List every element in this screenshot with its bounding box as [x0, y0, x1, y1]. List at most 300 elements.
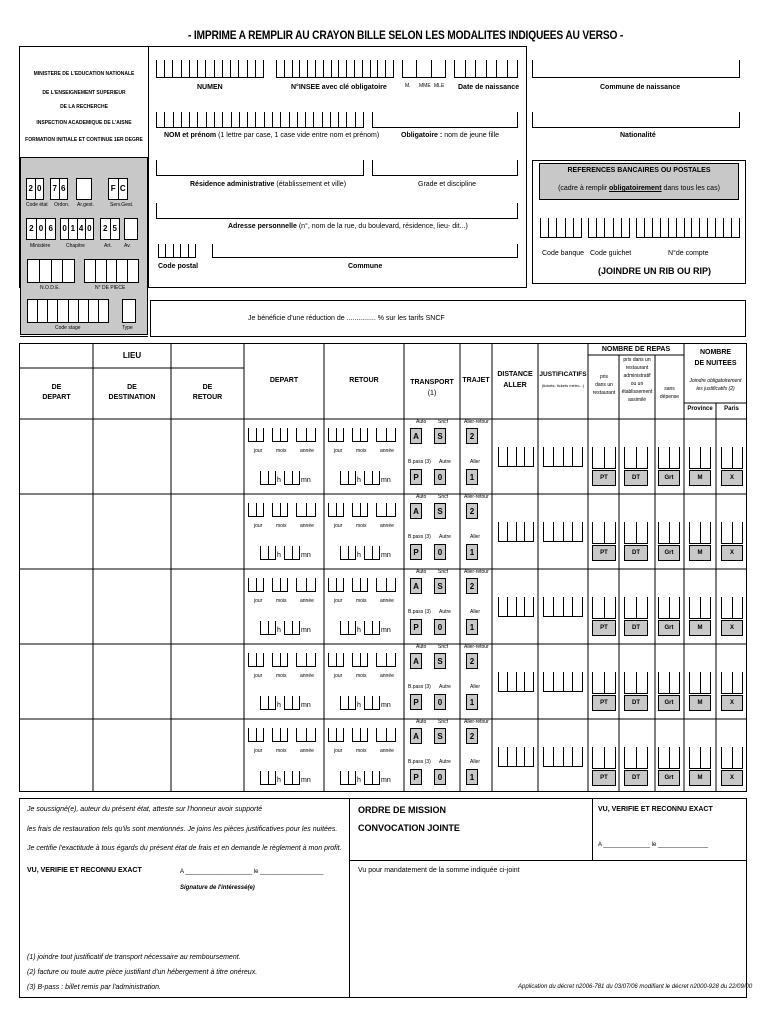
retour-header: RETOUR: [349, 377, 379, 384]
meal-count-field[interactable]: [624, 447, 648, 469]
meal-count-field[interactable]: [592, 447, 616, 469]
minute-label: mn: [381, 627, 391, 634]
depart-hour-field[interactable]: [260, 771, 276, 785]
trajet-aller-retour-box[interactable]: 2: [466, 653, 478, 669]
trajet-aller-box[interactable]: 1: [466, 694, 478, 710]
trajet-header: TRAJET: [462, 377, 490, 384]
convocation: CONVOCATION JOINTE: [358, 823, 460, 833]
distance-field[interactable]: [498, 672, 534, 692]
sex-label: MME: [419, 83, 431, 89]
justificatifs-field[interactable]: [543, 597, 583, 617]
guichet-label: Code guichet: [590, 250, 632, 257]
transport-sncf-box[interactable]: S: [434, 428, 446, 444]
date-label: année: [300, 523, 314, 529]
transport-autre-box[interactable]: 0: [434, 694, 446, 710]
meal-count-field[interactable]: [624, 522, 648, 544]
birth-date-label: Date de naissance: [458, 84, 520, 91]
date-label: année: [300, 448, 314, 454]
col-destination-header: DE DESTINATION: [108, 384, 156, 401]
hour-label: h: [357, 477, 361, 484]
date-label: année: [380, 448, 394, 454]
footnote: (2) facture ou toute autre pièce justifiant d'un hébergement à titre onéreux.: [27, 969, 258, 976]
transport-label: B.pass (3): [408, 459, 431, 465]
transport-label: Autre: [439, 609, 451, 615]
date-label: année: [380, 523, 394, 529]
meal-type-grt: Grt: [658, 470, 680, 486]
meal-type-m: M: [689, 620, 711, 636]
depart-day-field[interactable]: [248, 503, 264, 517]
minute-label: mn: [301, 777, 311, 784]
date-label: mois: [276, 598, 287, 604]
date-label: mois: [356, 523, 367, 529]
depart-minute-field[interactable]: [284, 621, 300, 635]
date-label: jour: [254, 673, 263, 679]
hour-label: h: [277, 777, 281, 784]
ministry-line: INSPECTION ACADEMIQUE DE L'AISNE: [36, 120, 132, 126]
distance-header: DISTANCE ALLER: [497, 371, 533, 389]
return-hour-field[interactable]: [340, 471, 356, 485]
depart-month-field[interactable]: [272, 653, 288, 667]
minute-label: mn: [381, 552, 391, 559]
depart-month-field[interactable]: [272, 728, 288, 742]
transport-label: Aller: [470, 534, 481, 540]
transport-label: B.pass (3): [408, 609, 431, 615]
depart-hour-field[interactable]: [260, 696, 276, 710]
meal-count-field[interactable]: [721, 747, 743, 769]
meal-count-field[interactable]: [689, 747, 711, 769]
sncf-text: Je bénéficie d'une réduction de ............... % sur les tarifs SNCF: [248, 315, 445, 322]
meal-type-pt: PT: [592, 620, 616, 636]
bank-subtitle: (cadre à remplir obligatoirement dans tous les cas): [558, 185, 720, 192]
trajet-aller-box[interactable]: 1: [466, 769, 478, 785]
meal-count-field[interactable]: [658, 747, 680, 769]
meal-type-grt: Grt: [658, 620, 680, 636]
distance-field[interactable]: [498, 522, 534, 542]
footnote: (3) B-pass : billet remis par l'administration.: [27, 984, 161, 991]
date-label: mois: [356, 448, 367, 454]
meal-count-field[interactable]: [721, 522, 743, 544]
date-label: jour: [334, 523, 343, 529]
transport-sncf-box[interactable]: S: [434, 503, 446, 519]
date-label: mois: [276, 748, 287, 754]
justificatifs-field[interactable]: [543, 447, 583, 467]
meal-type-x: X: [721, 620, 743, 636]
transport-label: Autre: [439, 459, 451, 465]
code-label: Av.: [124, 243, 131, 249]
return-month-field[interactable]: [352, 728, 368, 742]
nuitees-hint: Joindre obligatoirement les justificatifs (2): [689, 378, 742, 392]
date-label: jour: [334, 448, 343, 454]
trajet-aller-box[interactable]: 1: [466, 469, 478, 485]
depart-day-field[interactable]: [248, 653, 264, 667]
transport-autre-box[interactable]: 0: [434, 469, 446, 485]
transport-auto-box[interactable]: A: [410, 578, 422, 594]
depart-year-field[interactable]: [296, 428, 316, 442]
meal-count-field[interactable]: [658, 522, 680, 544]
return-month-field[interactable]: [352, 428, 368, 442]
meal-count-field[interactable]: [689, 597, 711, 619]
return-day-field[interactable]: [328, 578, 344, 592]
transport-bpass-box[interactable]: P: [410, 619, 422, 635]
transport-label: Autre: [439, 684, 451, 690]
justificatifs-field[interactable]: [543, 747, 583, 767]
meal-count-field[interactable]: [592, 597, 616, 619]
transport-auto-box[interactable]: A: [410, 428, 422, 444]
meal-type-m: M: [689, 545, 711, 561]
code-label: Ar.gest.: [77, 202, 94, 208]
date-label: jour: [254, 448, 263, 454]
hour-label: h: [357, 627, 361, 634]
meal-count-field[interactable]: [658, 672, 680, 694]
return-day-field[interactable]: [328, 653, 344, 667]
transport-label: B.pass (3): [408, 684, 431, 690]
postal-label: Code postal: [158, 263, 199, 270]
code-digit: 7: [51, 179, 60, 199]
code-label: N° DE PIECE: [95, 285, 126, 291]
ministry-line: DE LA RECHERCHE: [60, 104, 108, 110]
date-label: année: [380, 598, 394, 604]
meal-type-x: X: [721, 545, 743, 561]
transport-sncf-box[interactable]: S: [434, 728, 446, 744]
code-digit: 0: [37, 219, 47, 239]
transport-label: Aller: [470, 684, 481, 690]
meal-count-field[interactable]: [592, 672, 616, 694]
code-digit: 2: [27, 219, 37, 239]
meal-count-field[interactable]: [658, 447, 680, 469]
depart-day-field[interactable]: [248, 728, 264, 742]
return-month-field[interactable]: [352, 578, 368, 592]
meal-type-pt: PT: [592, 770, 616, 786]
transport-label: Aller-retour: [464, 494, 489, 500]
meal-type-grt: Grt: [658, 545, 680, 561]
depart-minute-field[interactable]: [284, 771, 300, 785]
decret: Application du décret n2006-781 du 03/07/06 modifiant le décret n2000-928 du 22/09/00: [518, 984, 753, 990]
meal-count-field[interactable]: [721, 597, 743, 619]
minute-label: mn: [381, 477, 391, 484]
code-label: Type: [122, 325, 133, 331]
code-digit: 2: [101, 219, 111, 239]
depart-month-field[interactable]: [272, 428, 288, 442]
depart-minute-field[interactable]: [284, 471, 300, 485]
meal-count-field[interactable]: [624, 747, 648, 769]
transport-label: B.pass (3): [408, 759, 431, 765]
trajet-aller-retour-box[interactable]: 2: [466, 428, 478, 444]
date-label: année: [380, 748, 394, 754]
depart-year-field[interactable]: [296, 503, 316, 517]
date-label: jour: [334, 598, 343, 604]
meal-count-field[interactable]: [721, 672, 743, 694]
meal-type-pt: PT: [592, 695, 616, 711]
meal-type-dt: DT: [624, 620, 648, 636]
return-hour-field[interactable]: [340, 696, 356, 710]
transport-header: TRANSPORT (1): [410, 379, 454, 398]
meal-count-field[interactable]: [592, 747, 616, 769]
code-digit: 0: [87, 224, 92, 233]
transport-label: Aller-retour: [464, 719, 489, 725]
date-label: jour: [254, 748, 263, 754]
transport-label: Sncf: [438, 419, 449, 425]
transport-bpass-box[interactable]: P: [410, 469, 422, 485]
transport-autre-box[interactable]: 0: [434, 544, 446, 560]
date-label: mois: [276, 673, 287, 679]
nuitees-header: NOMBRE DE NUITEES: [694, 349, 737, 367]
transport-label: Autre: [439, 759, 451, 765]
meal-count-field[interactable]: [721, 447, 743, 469]
birth-commune-label: Commune de naissance: [600, 84, 681, 91]
commune-label: Commune: [348, 263, 383, 270]
code-label: Serv.Gest.: [110, 202, 134, 208]
minute-label: mn: [301, 552, 311, 559]
minute-label: mn: [301, 702, 311, 709]
code-label: Chapitre: [66, 243, 85, 249]
code-label: Code stage: [55, 325, 81, 331]
date-label: mois: [356, 748, 367, 754]
transport-autre-box[interactable]: 0: [434, 619, 446, 635]
transport-auto-box[interactable]: A: [410, 728, 422, 744]
meal-count-field[interactable]: [689, 522, 711, 544]
return-year-field[interactable]: [376, 503, 396, 517]
numen-label: NUMEN: [197, 84, 223, 91]
code-digit: 5: [112, 224, 117, 233]
trajet-aller-retour-box[interactable]: 2: [466, 578, 478, 594]
minute-label: mn: [381, 777, 391, 784]
code-digit: 6: [48, 224, 53, 233]
justificatifs-field[interactable]: [543, 672, 583, 692]
repas-admin-header: pris dans un restaurant administratif ou un établissement assimilé: [621, 357, 653, 403]
transport-label: Aller-retour: [464, 644, 489, 650]
depart-hour-field[interactable]: [260, 546, 276, 560]
return-year-field[interactable]: [376, 428, 396, 442]
transport-bpass-box[interactable]: P: [410, 694, 422, 710]
transport-label: Auto: [416, 419, 427, 425]
transport-auto-box[interactable]: A: [410, 653, 422, 669]
depart-month-field[interactable]: [272, 578, 288, 592]
code-label: Code état: [26, 202, 48, 208]
repas-sans-header: sans dépense: [659, 386, 680, 400]
transport-sncf-box[interactable]: S: [434, 578, 446, 594]
address-label: Adresse personnelle (n°, nom de la rue, du boulevard, résidence, lieu- dit...): [228, 223, 468, 230]
depart-year-field[interactable]: [296, 653, 316, 667]
depart-minute-field[interactable]: [284, 696, 300, 710]
transport-label: Sncf: [438, 719, 449, 725]
meal-type-dt: DT: [624, 470, 648, 486]
depart-header: DEPART: [269, 377, 299, 384]
col-retour-header: DE RETOUR: [192, 384, 223, 401]
transport-label: Aller: [470, 609, 481, 615]
province-header: Province: [687, 406, 713, 412]
lieu-header: LIEU: [122, 351, 142, 360]
justificatifs-field[interactable]: [543, 522, 583, 542]
meal-count-field[interactable]: [624, 597, 648, 619]
page-title: - IMPRIME A REMPLIR AU CRAYON BILLE SELON LES MODALITES INDIQUEES AU VERSO -: [188, 28, 624, 42]
return-hour-field[interactable]: [340, 771, 356, 785]
hour-label: h: [277, 702, 281, 709]
return-minute-field[interactable]: [364, 771, 380, 785]
transport-label: Auto: [416, 719, 427, 725]
justificatifs-hint: (tickets, tickets métro...): [541, 383, 585, 388]
account-label: N°de compte: [668, 250, 709, 257]
date-label: jour: [334, 748, 343, 754]
grade-label: Grade et discipline: [418, 181, 476, 188]
meal-type-pt: PT: [592, 545, 616, 561]
meal-type-dt: DT: [624, 695, 648, 711]
meal-type-x: X: [721, 470, 743, 486]
transport-sncf-box[interactable]: S: [434, 653, 446, 669]
meal-count-field[interactable]: [592, 522, 616, 544]
transport-label: Aller-retour: [464, 419, 489, 425]
transport-bpass-box[interactable]: P: [410, 769, 422, 785]
residence-label: Résidence administrative (établissement et ville): [190, 181, 347, 188]
transport-label: Autre: [439, 534, 451, 540]
hour-label: h: [357, 702, 361, 709]
trajet-aller-retour-box[interactable]: 2: [466, 503, 478, 519]
date-label: mois: [276, 523, 287, 529]
transport-label: Sncf: [438, 494, 449, 500]
return-year-field[interactable]: [376, 578, 396, 592]
attestation-line: Je soussigné(e), auteur du présent état, atteste sur l'honneur avoir supporté: [27, 806, 263, 813]
transport-auto-box[interactable]: A: [410, 503, 422, 519]
code-digit: 2: [27, 179, 36, 199]
meal-count-field[interactable]: [689, 672, 711, 694]
distance-field[interactable]: [498, 447, 534, 467]
return-hour-field[interactable]: [340, 621, 356, 635]
meal-count-field[interactable]: [658, 597, 680, 619]
transport-label: Auto: [416, 644, 427, 650]
vu-left: VU, VERIFIE ET RECONNU EXACT: [27, 867, 142, 874]
footnote: (1) joindre tout justificatif de transport nécessaire au remboursement.: [27, 954, 241, 961]
transport-label: Auto: [416, 569, 427, 575]
date-place-right[interactable]: A ______________ le _______________: [598, 842, 709, 848]
code-digit: 1: [69, 219, 77, 239]
trajet-aller-retour-box[interactable]: 2: [466, 728, 478, 744]
return-hour-field[interactable]: [340, 546, 356, 560]
nationality-label: Nationalité: [620, 132, 656, 139]
rib-notice: (JOINDRE UN RIB OU RIP): [598, 266, 712, 276]
ministry-line: FORMATION INITIALE ET CONTINUE 1ER DEGRE: [25, 137, 143, 143]
attestation-line: les frais de restauration tels qu'ils sont mentionnés. Je joins les pièces justificatives pour les nuitées.: [27, 826, 338, 833]
depart-hour-field[interactable]: [260, 621, 276, 635]
hour-label: h: [357, 777, 361, 784]
date-label: mois: [356, 598, 367, 604]
hour-label: h: [277, 477, 281, 484]
return-day-field[interactable]: [328, 428, 344, 442]
return-day-field[interactable]: [328, 728, 344, 742]
transport-label: Aller: [470, 459, 481, 465]
code-label: Art.: [104, 243, 112, 249]
code-digit: 0: [37, 184, 42, 193]
return-month-field[interactable]: [352, 503, 368, 517]
minute-label: mn: [381, 702, 391, 709]
transport-label: Aller-retour: [464, 569, 489, 575]
depart-day-field[interactable]: [248, 578, 264, 592]
hour-label: h: [357, 552, 361, 559]
code-digit: 4: [78, 219, 86, 239]
meal-type-x: X: [721, 770, 743, 786]
meal-type-grt: Grt: [658, 770, 680, 786]
meal-type-m: M: [689, 770, 711, 786]
date-label: année: [300, 598, 314, 604]
transport-autre-box[interactable]: 0: [434, 769, 446, 785]
meal-type-grt: Grt: [658, 695, 680, 711]
date-label: mois: [356, 673, 367, 679]
distance-field[interactable]: [498, 597, 534, 617]
return-year-field[interactable]: [376, 653, 396, 667]
return-day-field[interactable]: [328, 503, 344, 517]
maiden-name-label: Obligatoire : nom de jeune fille: [401, 132, 500, 139]
minute-label: mn: [301, 477, 311, 484]
code-letter: C: [119, 184, 126, 193]
bank-title: REFERENCES BANCAIRES OU POSTALES: [567, 167, 711, 174]
signature-label: Signature de l'intéressé(e): [180, 885, 255, 891]
transport-label: Aller: [470, 759, 481, 765]
hour-label: h: [277, 552, 281, 559]
date-label: année: [300, 748, 314, 754]
date-label: année: [300, 673, 314, 679]
depart-hour-field[interactable]: [260, 471, 276, 485]
depart-year-field[interactable]: [296, 578, 316, 592]
name-label: NOM et prénom (1 lettre par case, 1 case vide entre nom et prénom): [164, 132, 380, 139]
meal-type-pt: PT: [592, 470, 616, 486]
hour-label: h: [277, 627, 281, 634]
return-minute-field[interactable]: [364, 696, 380, 710]
paris-header: Paris: [724, 406, 739, 412]
trajet-aller-box[interactable]: 1: [466, 544, 478, 560]
return-minute-field[interactable]: [364, 546, 380, 560]
trajet-aller-box[interactable]: 1: [466, 619, 478, 635]
distance-field[interactable]: [498, 747, 534, 767]
transport-bpass-box[interactable]: P: [410, 544, 422, 560]
repas-header: NOMBRE DE REPAS: [601, 346, 671, 353]
date-label: mois: [276, 448, 287, 454]
depart-day-field[interactable]: [248, 428, 264, 442]
date-place-left[interactable]: A ____________________ le ___________________: [180, 869, 324, 875]
repas-pris-header: pris dans un restaurant: [592, 374, 616, 396]
return-month-field[interactable]: [352, 653, 368, 667]
date-label: jour: [334, 673, 343, 679]
sex-label: M.: [405, 83, 411, 89]
meal-type-m: M: [689, 695, 711, 711]
return-minute-field[interactable]: [364, 471, 380, 485]
return-minute-field[interactable]: [364, 621, 380, 635]
depart-minute-field[interactable]: [284, 546, 300, 560]
date-label: jour: [254, 523, 263, 529]
attestation-line: Je certifie l'exactitude à tous égards du présent état de frais et en demande le règlement à mon profit.: [27, 845, 342, 852]
transport-label: B.pass (3): [408, 534, 431, 540]
code-label: N.O.D.E.: [40, 285, 61, 291]
depart-year-field[interactable]: [296, 728, 316, 742]
ministry-line: DE L'ENSEIGNEMENT SUPERIEUR: [42, 90, 126, 96]
transport-label: Sncf: [438, 569, 449, 575]
ministry-line: MINISTERE DE L'EDUCATION NATIONALE: [33, 71, 135, 77]
justificatifs-header: JUSTIFICATIFS: [539, 371, 587, 378]
code-letter: F: [109, 179, 119, 199]
meal-count-field[interactable]: [624, 672, 648, 694]
sex-label: MLE: [434, 83, 445, 89]
col-depart-header: DE DEPART: [42, 384, 71, 401]
mandatement: Vu pour mandatement de la somme indiquée ci-joint: [358, 867, 520, 874]
meal-type-m: M: [689, 470, 711, 486]
return-year-field[interactable]: [376, 728, 396, 742]
transport-label: Auto: [416, 494, 427, 500]
meal-count-field[interactable]: [689, 447, 711, 469]
meal-type-x: X: [721, 695, 743, 711]
code-digit: 0: [61, 219, 69, 239]
ordre-mission: ORDRE DE MISSION: [358, 805, 447, 815]
date-label: année: [380, 673, 394, 679]
code-digit: 6: [61, 184, 66, 193]
depart-month-field[interactable]: [272, 503, 288, 517]
meal-type-dt: DT: [624, 770, 648, 786]
